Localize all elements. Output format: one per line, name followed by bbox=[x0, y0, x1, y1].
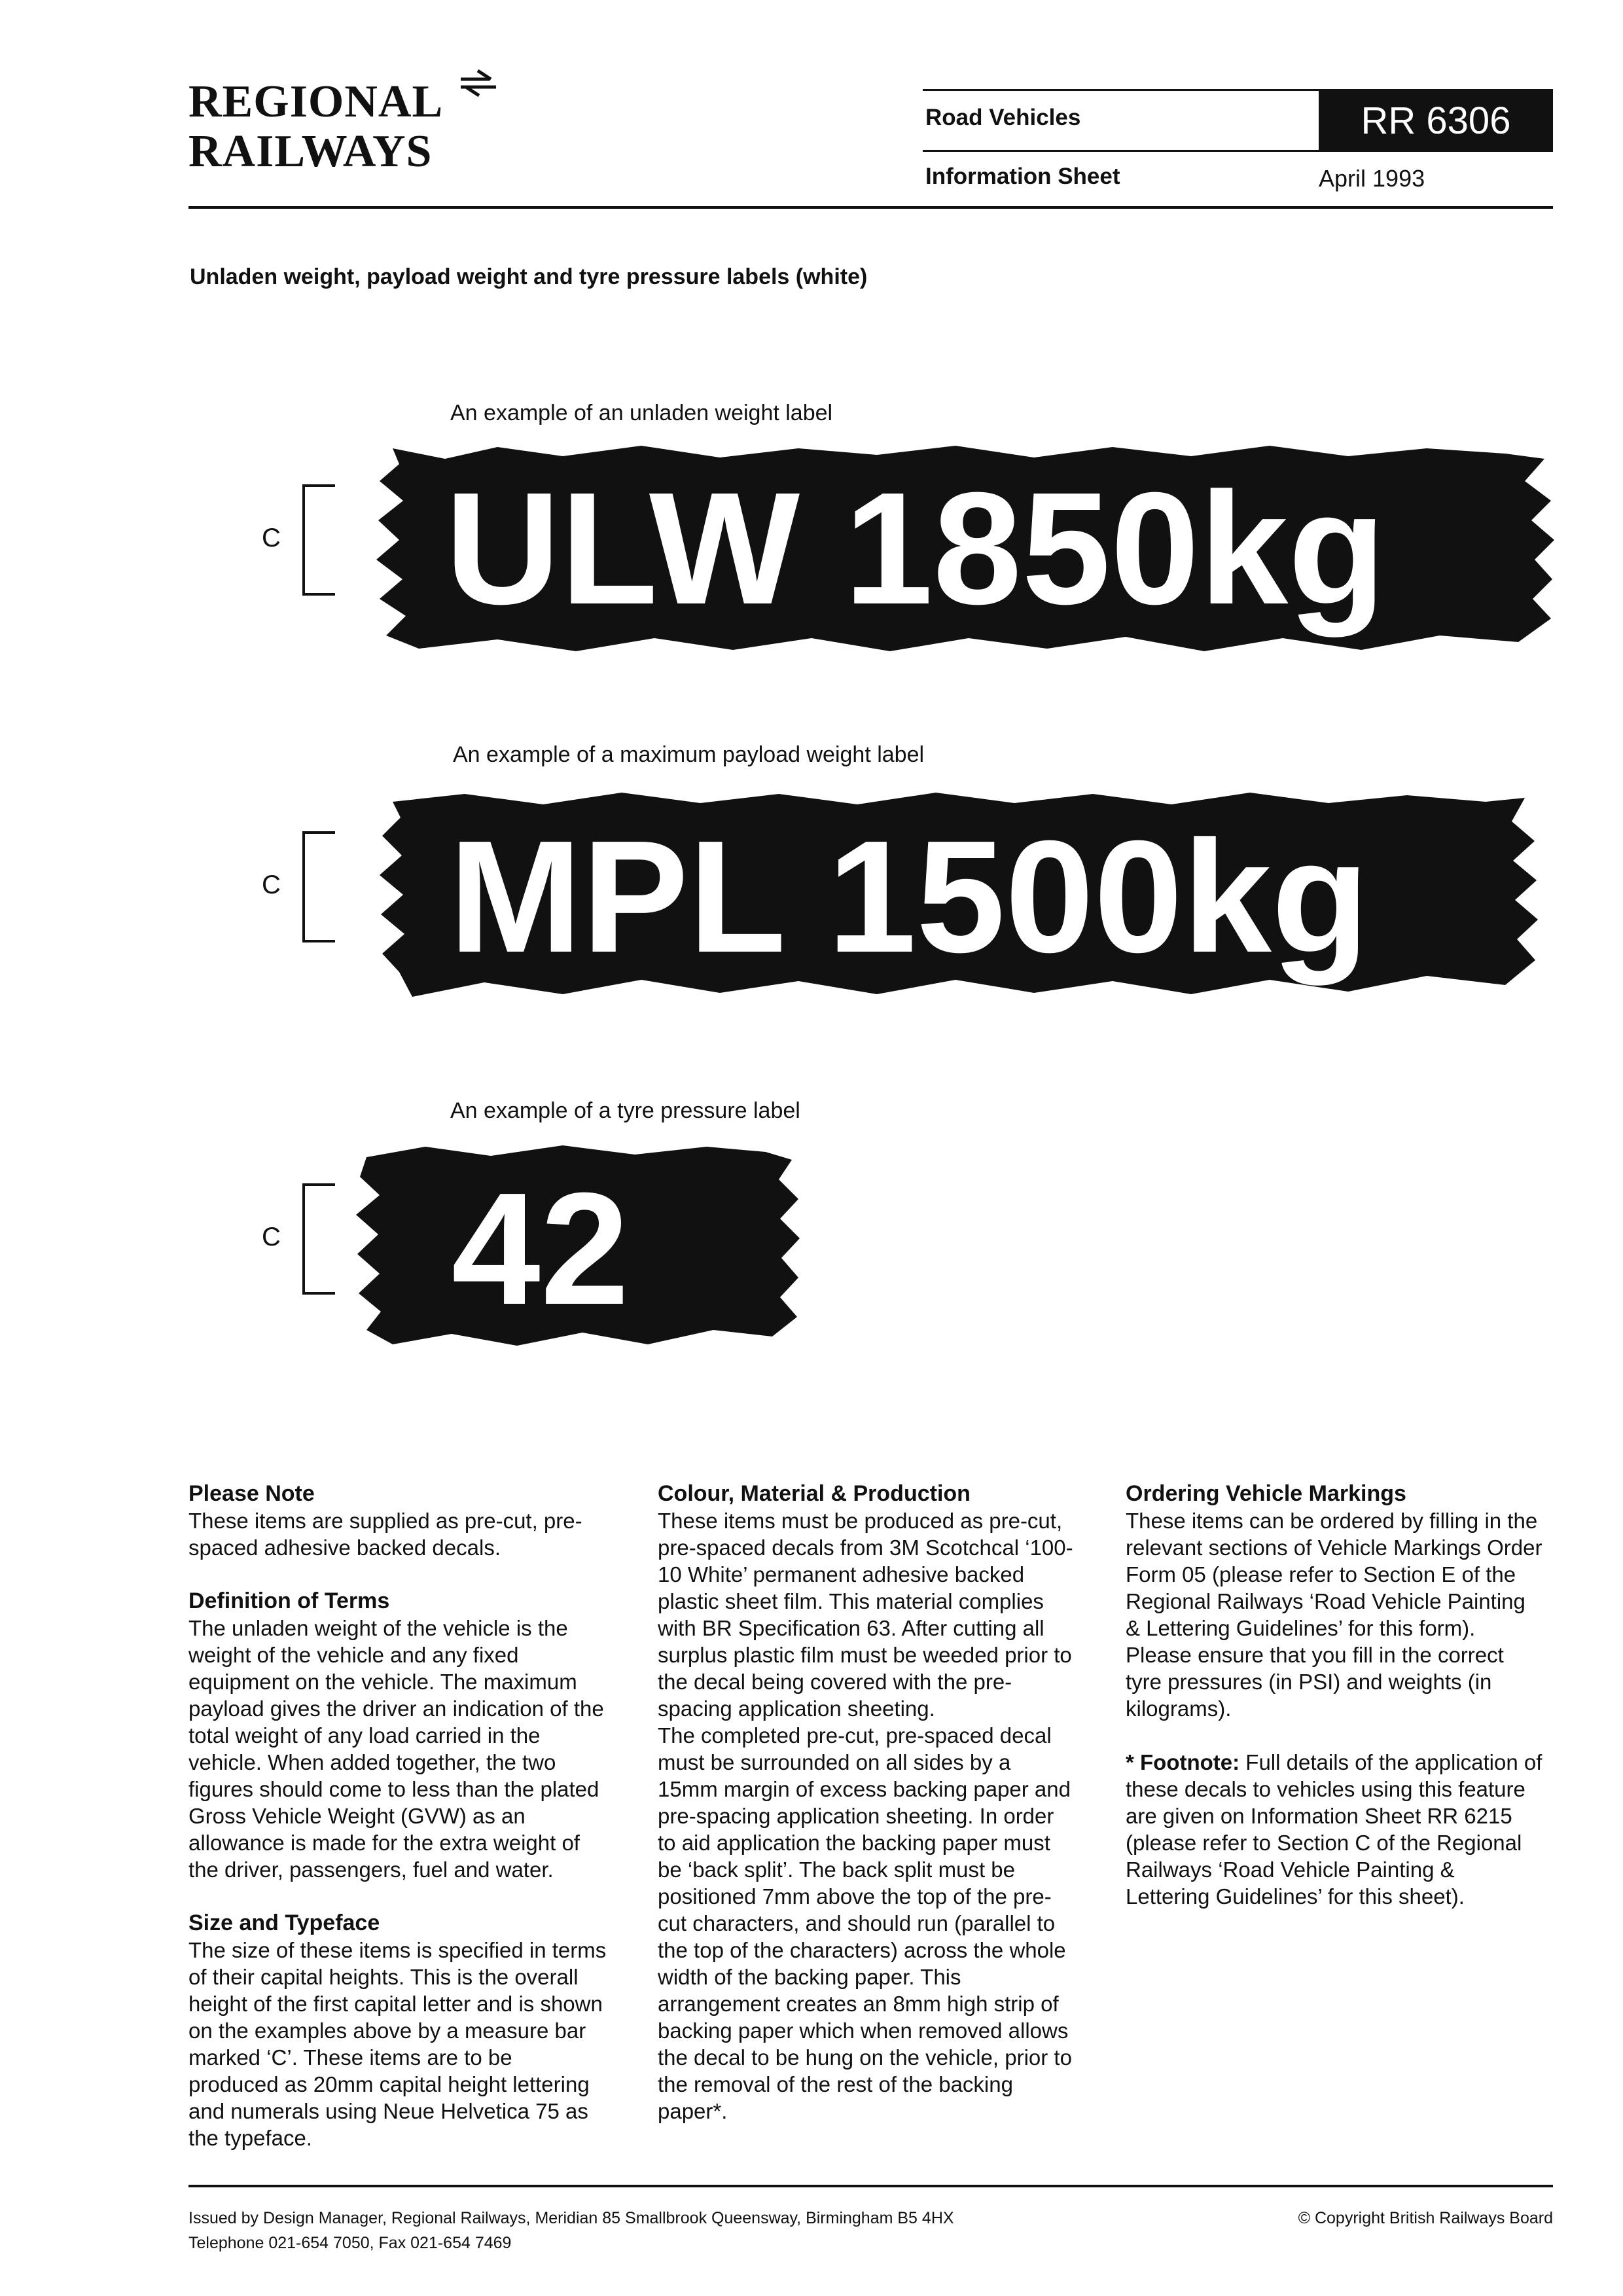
label-caption-tyre: An example of a tyre pressure label bbox=[450, 1098, 800, 1123]
header-rule-top bbox=[923, 89, 1319, 91]
logo-line-2: RAILWAYS bbox=[188, 126, 433, 177]
definition-body: The unladen weight of the vehicle is the weight of the vehicle and any fixed equipment on the vehicle. The maximum payload gives the driver an indication of the total weight of any load carried in the vehicle. When added together, the two figures should come to less than the plated Gross Vehicle Weight (GVW) as an allowance is made for the extra weight of the driver, passengers, fuel and water. bbox=[188, 1616, 604, 1882]
column-left bbox=[188, 1480, 607, 2151]
footnote-body: Full details of the application of these decals to vehicles using this feature are given on Information Sheet RR 6215 (please refer to Section C of the Regional Railways ‘Road Vehicle Painting & Lettering Guidelines’ for this sheet). bbox=[1126, 1750, 1543, 1909]
column-middle bbox=[658, 1480, 1077, 2125]
size-typeface-body: The size of these items is specified in terms of their capital heights. This is the overall height of the first capital letter and is shown on the examples above by a measure bar marked ‘C’. These items are to be produced as 20mm capital height lettering and numerals using Neue Helvetica 75 as the typeface. bbox=[188, 1938, 607, 2150]
definition-heading: Definition of Terms bbox=[188, 1588, 390, 1613]
footer-telephone: Telephone 021-654 7050, Fax 021-654 7469 bbox=[188, 2234, 512, 2252]
header-rule-middle bbox=[923, 150, 1553, 152]
footnote bbox=[1126, 1749, 1544, 1910]
please-note-body: These items are supplied as pre-cut, pre-spaced adhesive backed decals. bbox=[188, 1509, 582, 1560]
page-title: Unladen weight, payload weight and tyre pressure labels (white) bbox=[190, 264, 868, 289]
size-typeface-heading: Size and Typeface bbox=[188, 1910, 380, 1935]
measure-c-mpl: C bbox=[262, 870, 281, 899]
header-divider bbox=[188, 206, 1553, 209]
measure-c-tyre: C bbox=[262, 1223, 281, 1251]
label-text-tyre: 42 bbox=[452, 1159, 630, 1338]
footnote-label: * Footnote: bbox=[1126, 1750, 1240, 1774]
label-text-mpl: MPL 1500kg bbox=[449, 807, 1369, 986]
measure-c-ulw: C bbox=[262, 524, 281, 552]
colour-material-body-2: The completed pre-cut, pre-spaced decal must be surrounded on all sides by a 15mm margin of excess backing paper and pre-spacing application sheeting. In order to aid application the backing paper must be ‘back split’. The back split must be positioned 7mm above the top of the pre-cut characters, and should run (parallel to the top of the characters) across the whole width of the backing paper. This arrangement creates an 8mm high strip of backing paper which when removed allows the decal to be hung on the vehicle, prior to the removal of the rest of the backing paper*. bbox=[658, 1723, 1072, 2123]
regional-railways-logo bbox=[188, 77, 529, 177]
logo-line-1: REGIONAL bbox=[188, 77, 444, 127]
label-caption-ulw: An example of an unladen weight label bbox=[450, 401, 833, 425]
label-text-ulw: ULW 1850kg bbox=[445, 459, 1386, 637]
ordering-heading: Ordering Vehicle Markings bbox=[1126, 1481, 1406, 1506]
measure-bar-mpl bbox=[302, 831, 335, 942]
footer-divider bbox=[188, 2185, 1553, 2187]
footer-copyright: © Copyright British Railways Board bbox=[1298, 2209, 1553, 2227]
sheet-reference-box: RR 6306 bbox=[1319, 89, 1553, 152]
sheet-category: Road Vehicles bbox=[925, 105, 1081, 130]
please-note-heading: Please Note bbox=[188, 1481, 315, 1506]
colour-material-heading: Colour, Material & Production bbox=[658, 1481, 971, 1506]
colour-material-body-1: These items must be produced as pre-cut, pre-spaced decals from 3M Scotchcal ‘100-10 White’ permanent adhesive backed plastic sheet film. This material complies with BR Specification 63. After cutting all surplus plastic film must be weeded prior to the decal being covered with the pre-spacing application sheeting. bbox=[658, 1509, 1073, 1721]
measure-bar-tyre bbox=[302, 1183, 335, 1295]
column-right bbox=[1126, 1480, 1544, 1910]
ordering-body: These items can be ordered by filling in the relevant sections of Vehicle Markings Order Form 05 (please refer to Section E of the Regional Railways ‘Road Vehicle Painting & Lettering Guidelines’ for this form). Please ensure that you fill in the correct tyre pressures (in PSI) and weights (in kilograms). bbox=[1126, 1509, 1543, 1721]
sheet-date: April 1993 bbox=[1319, 165, 1425, 192]
sheet-type: Information Sheet bbox=[925, 164, 1120, 189]
label-caption-mpl: An example of a maximum payload weight label bbox=[453, 742, 925, 767]
footer-issued: Issued by Design Manager, Regional Railways, Meridian 85 Smallbrook Queensway, Birmingham B5 4HX bbox=[188, 2209, 954, 2227]
measure-bar-ulw bbox=[302, 484, 335, 596]
double-arrow-icon bbox=[458, 68, 499, 98]
